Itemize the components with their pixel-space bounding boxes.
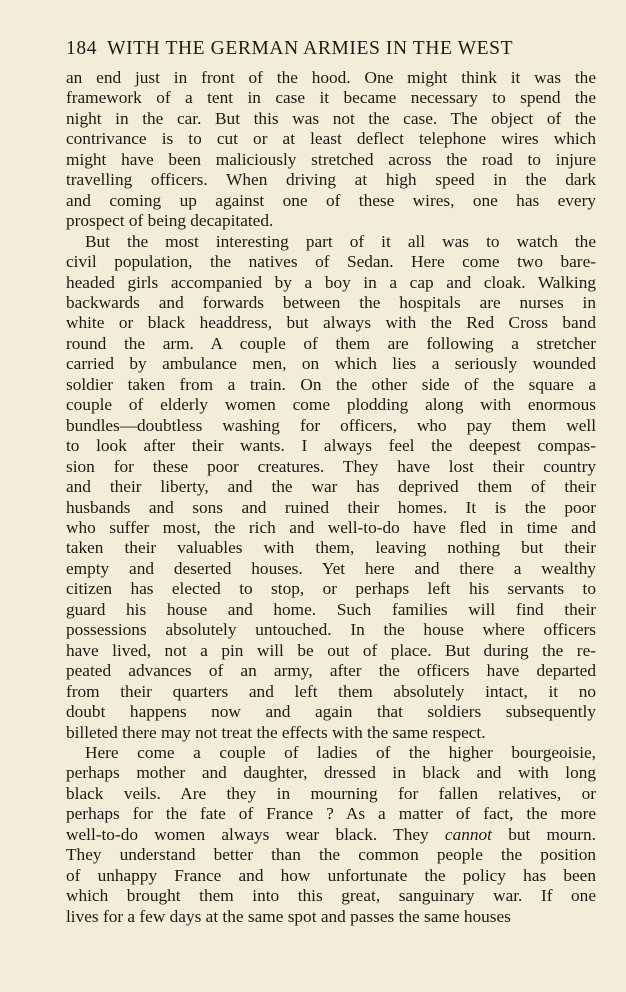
text-line: of unhappy France and how unfortunate the policy has been bbox=[66, 865, 596, 885]
text-line: and their liberty, and the war has deprived them of their bbox=[66, 477, 596, 497]
text-line: couple of elderly women come plodding along with enormous bbox=[66, 395, 596, 415]
body-text bbox=[66, 68, 596, 927]
text-line: possessions absolutely untouched. In the house where officers bbox=[66, 620, 596, 640]
text-line: might have been maliciously stretched across the road to injure bbox=[66, 149, 596, 169]
text-line: headed girls accompanied by a boy in a cap and cloak. Walking bbox=[66, 272, 596, 292]
text-line: travelling officers. When driving at high speed in the dark bbox=[66, 170, 596, 190]
text-line: peated advances of an army, after the officers have departed bbox=[66, 661, 596, 681]
text-line: bundles—doubtless washing for officers, who pay them well bbox=[66, 415, 596, 435]
text-line: contrivance is to cut or at least deflect telephone wires which bbox=[66, 129, 596, 149]
text-line: round the arm. A couple of them are following a stretcher bbox=[66, 333, 596, 353]
text-line: white or black headdress, but always with the Red Cross band bbox=[66, 313, 596, 333]
text-line: sion for these poor creatures. They have lost their country bbox=[66, 456, 596, 476]
paragraph bbox=[66, 232, 596, 743]
page-number: 184 bbox=[66, 38, 98, 59]
running-title: WITH THE GERMAN ARMIES IN THE WEST bbox=[107, 38, 514, 59]
text-line: lives for a few days at the same spot and passes the same houses bbox=[66, 906, 511, 926]
text-line: well-to-do women always wear black. They cannot but mourn. bbox=[66, 824, 596, 844]
text-line: citizen has elected to stop, or perhaps left his servants to bbox=[66, 579, 596, 599]
text-line: taken their valuables with them, leaving nothing but their bbox=[66, 538, 596, 558]
text-line: backwards and forwards between the hospitals are nurses in bbox=[66, 292, 596, 312]
paragraph bbox=[66, 743, 596, 927]
text-line: perhaps for the fate of France ? As a matter of fact, the more bbox=[66, 804, 596, 824]
text-line: They understand better than the common people the position bbox=[66, 845, 596, 865]
text-line: soldier taken from a train. On the other side of the square a bbox=[66, 374, 596, 394]
text-line: an end just in front of the hood. One might think it was the bbox=[66, 68, 596, 87]
text-line: which brought them into this great, sanguinary war. If one bbox=[66, 886, 596, 906]
text-line: empty and deserted houses. Yet here and there a wealthy bbox=[66, 558, 596, 578]
text-line: Here come a couple of ladies of the higher bourgeoisie, bbox=[85, 742, 596, 762]
text-line: guard his house and home. Such families will find their bbox=[66, 599, 596, 619]
text-line: billeted there may not treat the effects with the same respect. bbox=[66, 722, 486, 742]
text-line: prospect of being decapitated. bbox=[66, 211, 274, 231]
running-header bbox=[66, 38, 596, 60]
text-line: night in the car. But this was not the case. The object of the bbox=[66, 108, 596, 128]
text-line: framework of a tent in case it became necessary to spend the bbox=[66, 88, 596, 108]
paragraph bbox=[66, 68, 596, 232]
text-line: black veils. Are they in mourning for fallen relatives, or bbox=[66, 783, 596, 803]
text-line: doubt happens now and again that soldiers subsequently bbox=[66, 702, 596, 722]
text-line: who suffer most, the rich and well-to-do have fled in time and bbox=[66, 517, 596, 537]
text-line: husbands and sons and ruined their homes. It is the poor bbox=[66, 497, 596, 517]
text-line: perhaps mother and daughter, dressed in black and with long bbox=[66, 763, 596, 783]
text-line: carried by ambulance men, on which lies a seriously wounded bbox=[66, 354, 596, 374]
text-line: have lived, not a pin will be out of place. But during the re- bbox=[66, 640, 596, 660]
text-line: and coming up against one of these wires, one has every bbox=[66, 190, 596, 210]
text-line: civil population, the natives of Sedan. Here come two bare- bbox=[66, 252, 596, 272]
text-line: from their quarters and left them absolutely intact, it no bbox=[66, 681, 596, 701]
emphasis: cannot bbox=[444, 824, 492, 844]
text-line: But the most interesting part of it all was to watch the bbox=[85, 231, 596, 251]
text-line: to look after their wants. I always feel the deepest compas- bbox=[66, 436, 596, 456]
